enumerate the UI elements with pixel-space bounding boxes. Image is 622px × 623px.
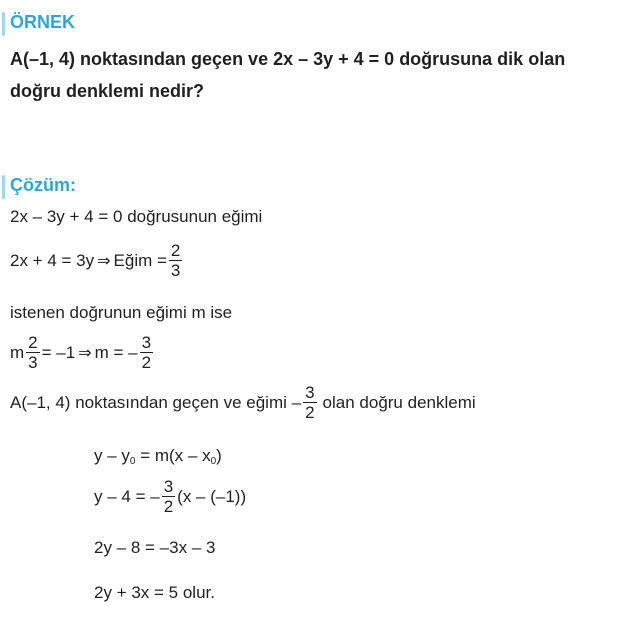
- example-accent-bar: [2, 12, 5, 36]
- eq1-part-b: = m(x – x: [135, 446, 211, 465]
- fraction-numerator: 2: [170, 241, 181, 260]
- line4-m: m: [10, 342, 25, 362]
- line2-mid: Eğim =: [113, 250, 167, 270]
- implies-arrow: ⇒: [97, 251, 111, 271]
- solution-accent-bar: [2, 175, 5, 199]
- fraction-denominator: 2: [305, 403, 315, 423]
- equation-result: 2y + 3x = 5 olur.: [94, 583, 215, 602]
- line4-fraction-2: [140, 333, 153, 372]
- slope-fraction: [169, 241, 182, 280]
- solution-line-5: [10, 383, 476, 422]
- eq1-subscript-1: 0: [129, 456, 136, 467]
- line4-m2: m = –: [94, 342, 138, 362]
- eq1-part-a: y – y: [94, 446, 130, 465]
- fraction-denominator: 3: [28, 353, 38, 373]
- fraction-denominator: 3: [170, 261, 181, 281]
- fraction-denominator: 2: [141, 353, 152, 373]
- equation-substituted: [94, 477, 246, 516]
- eq2-fraction: [162, 477, 175, 516]
- line4-fraction-1: [26, 333, 39, 372]
- implies-arrow: ⇒: [78, 343, 92, 363]
- eq1-part-c: ): [216, 446, 222, 465]
- equation-point-slope: [94, 446, 222, 467]
- fraction-denominator: 2: [163, 497, 174, 517]
- line5-left: A(–1, 4) noktasından geçen ve eğimi –: [10, 392, 302, 412]
- fraction-numerator: 2: [28, 333, 38, 352]
- question-line-2: doğru denklemi nedir?: [10, 81, 205, 101]
- line4-eq: = –1: [41, 342, 76, 362]
- solution-line-4: [10, 333, 155, 372]
- equation-expanded: 2y – 8 = –3x – 3: [94, 538, 216, 557]
- fraction-numerator: 3: [305, 383, 315, 402]
- solution-line-3: istenen doğrunun eğimi m ise: [10, 303, 233, 322]
- solution-heading: Çözüm:: [10, 175, 76, 195]
- question-line-1: A(–1, 4) noktasından geçen ve 2x – 3y + 4 = 0 doğrusuna dik olan: [10, 49, 566, 69]
- line5-right: olan doğru denklemi: [322, 392, 476, 412]
- eq1-subscript-2: 0: [210, 456, 217, 467]
- line5-fraction: [303, 383, 316, 422]
- solution-line-2: [10, 241, 184, 280]
- eq2-right: (x – (–1)): [177, 486, 247, 506]
- solution-line-1: 2x – 3y + 4 = 0 doğrusunun eğimi: [10, 207, 263, 226]
- line2-left: 2x + 4 = 3y: [10, 250, 95, 270]
- example-heading: ÖRNEK: [10, 12, 76, 32]
- fraction-numerator: 3: [141, 333, 152, 352]
- fraction-numerator: 3: [163, 477, 174, 496]
- eq2-left: y – 4 = –: [94, 486, 160, 506]
